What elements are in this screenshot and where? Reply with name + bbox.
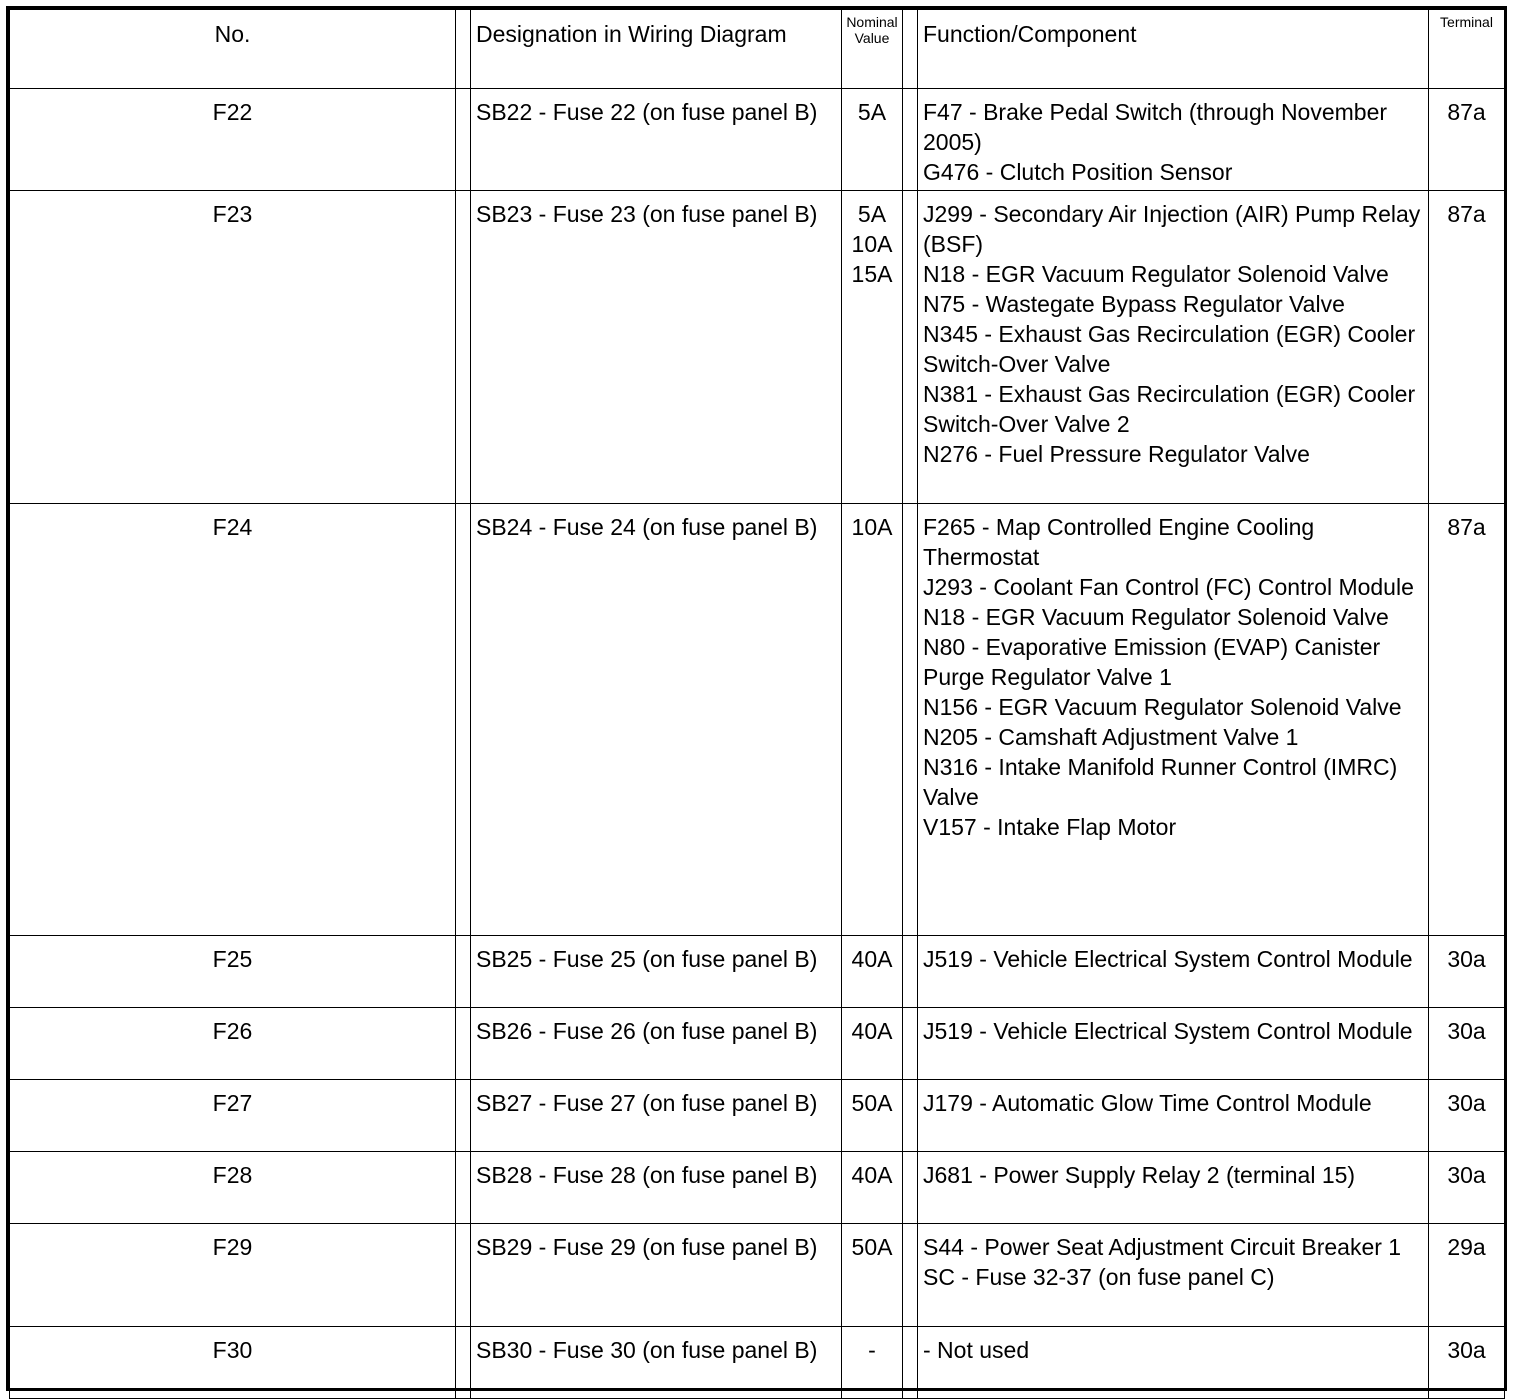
terminal-cell: 30a: [1429, 1008, 1505, 1080]
function-component: SC - Fuse 32-37 (on fuse panel C): [923, 1264, 1275, 1290]
fuse-number: F27: [10, 1080, 456, 1152]
row-marker: [903, 1008, 918, 1080]
nominal-value: 40A: [851, 1162, 893, 1188]
function-component: N205 - Camshaft Adjustment Valve 1: [923, 724, 1299, 750]
table-row: [10, 1008, 1505, 1080]
designation-cell: SB28 - Fuse 28 (on fuse panel B): [471, 1152, 842, 1224]
function-cell: [918, 1224, 1429, 1327]
table-row: [10, 1224, 1505, 1327]
row-marker: [903, 1080, 918, 1152]
designation-cell: SB29 - Fuse 29 (on fuse panel B): [471, 1224, 842, 1327]
nominal-value-cell: [842, 1008, 903, 1080]
fuse-table-sheet: [6, 6, 1507, 1391]
terminal-cell: 87a: [1429, 89, 1505, 191]
header-spacer: [903, 10, 918, 89]
nominal-value: 15A: [851, 261, 893, 287]
nominal-value-cell: [842, 504, 903, 936]
row-marker: [903, 936, 918, 1008]
row-marker: [456, 89, 471, 191]
header-row: [10, 10, 1505, 89]
function-component: N345 - Exhaust Gas Recirculation (EGR) Cooler Switch-Over Valve: [923, 321, 1416, 377]
row-marker: [903, 1152, 918, 1224]
nominal-value: 40A: [851, 1018, 893, 1044]
nominal-value: 5A: [857, 201, 887, 227]
function-component: J681 - Power Supply Relay 2 (terminal 15): [923, 1162, 1356, 1188]
designation-cell: SB30 - Fuse 30 (on fuse panel B): [471, 1327, 842, 1399]
function-cell: [918, 1152, 1429, 1224]
row-marker: [456, 1152, 471, 1224]
terminal-cell: 30a: [1429, 1152, 1505, 1224]
fuse-number: F22: [10, 89, 456, 191]
header-nominal-line-2: Value: [854, 30, 890, 46]
designation-cell: SB26 - Fuse 26 (on fuse panel B): [471, 1008, 842, 1080]
fuse-number: F29: [10, 1224, 456, 1327]
terminal-cell: 30a: [1429, 936, 1505, 1008]
header-no: No.: [10, 10, 456, 89]
designation-cell: SB27 - Fuse 27 (on fuse panel B): [471, 1080, 842, 1152]
function-component: G476 - Clutch Position Sensor: [923, 159, 1233, 185]
nominal-value-cell: [842, 1152, 903, 1224]
designation-cell: SB24 - Fuse 24 (on fuse panel B): [471, 504, 842, 936]
function-component: N18 - EGR Vacuum Regulator Solenoid Valve: [923, 604, 1389, 630]
fuse-number: F24: [10, 504, 456, 936]
fuse-number: F25: [10, 936, 456, 1008]
function-cell: [918, 191, 1429, 504]
function-component: F265 - Map Controlled Engine Cooling Thermostat: [923, 514, 1315, 570]
terminal-cell: 30a: [1429, 1080, 1505, 1152]
designation-cell: SB22 - Fuse 22 (on fuse panel B): [471, 89, 842, 191]
function-component: N156 - EGR Vacuum Regulator Solenoid Valve: [923, 694, 1402, 720]
fuse-number: F23: [10, 191, 456, 504]
function-component: J519 - Vehicle Electrical System Control Module: [923, 1018, 1413, 1044]
fuse-number: F28: [10, 1152, 456, 1224]
function-component: V157 - Intake Flap Motor: [923, 814, 1177, 840]
function-component: - Not used: [923, 1337, 1030, 1363]
function-component: N75 - Wastegate Bypass Regulator Valve: [923, 291, 1345, 317]
table-row: [10, 89, 1505, 191]
fuse-table: [9, 9, 1505, 1399]
function-component: S44 - Power Seat Adjustment Circuit Breaker 1: [923, 1234, 1402, 1260]
function-component: N80 - Evaporative Emission (EVAP) Canister Purge Regulator Valve 1: [923, 634, 1381, 690]
row-marker: [903, 1327, 918, 1399]
nominal-value-cell: [842, 1224, 903, 1327]
nominal-value: -: [868, 1337, 876, 1363]
table-row: [10, 1080, 1505, 1152]
header-designation: Designation in Wiring Diagram: [471, 10, 842, 89]
row-marker: [903, 504, 918, 936]
fuse-number: F30: [10, 1327, 456, 1399]
nominal-value: 40A: [851, 946, 893, 972]
table-row: [10, 1327, 1505, 1399]
header-terminal: Terminal: [1429, 10, 1505, 89]
row-marker: [903, 191, 918, 504]
nominal-value: 50A: [851, 1090, 893, 1116]
function-cell: [918, 89, 1429, 191]
function-cell: [918, 1327, 1429, 1399]
function-component: N276 - Fuel Pressure Regulator Valve: [923, 441, 1310, 467]
function-component: N381 - Exhaust Gas Recirculation (EGR) Cooler Switch-Over Valve 2: [923, 381, 1416, 437]
row-marker: [456, 191, 471, 504]
row-marker: [456, 1008, 471, 1080]
terminal-cell: 87a: [1429, 504, 1505, 936]
designation-cell: SB23 - Fuse 23 (on fuse panel B): [471, 191, 842, 504]
nominal-value: 10A: [851, 231, 893, 257]
designation-cell: SB25 - Fuse 25 (on fuse panel B): [471, 936, 842, 1008]
header-spacer: [456, 10, 471, 89]
row-marker: [456, 1327, 471, 1399]
table-row: [10, 504, 1505, 936]
table-row: [10, 1152, 1505, 1224]
nominal-value-cell: [842, 1080, 903, 1152]
function-cell: [918, 504, 1429, 936]
function-component: J299 - Secondary Air Injection (AIR) Pump Relay (BSF): [923, 201, 1421, 257]
function-cell: [918, 936, 1429, 1008]
row-marker: [903, 1224, 918, 1327]
terminal-cell: 87a: [1429, 191, 1505, 504]
function-component: N316 - Intake Manifold Runner Control (IMRC) Valve: [923, 754, 1398, 810]
row-marker: [903, 89, 918, 191]
function-component: F47 - Brake Pedal Switch (through November 2005): [923, 99, 1388, 155]
row-marker: [456, 504, 471, 936]
function-component: N18 - EGR Vacuum Regulator Solenoid Valve: [923, 261, 1389, 287]
header-function: Function/Component: [918, 10, 1429, 89]
function-cell: [918, 1008, 1429, 1080]
table-row: [10, 936, 1505, 1008]
nominal-value-cell: [842, 191, 903, 504]
function-component: J179 - Automatic Glow Time Control Module: [923, 1090, 1372, 1116]
terminal-cell: 29a: [1429, 1224, 1505, 1327]
fuse-number: F26: [10, 1008, 456, 1080]
row-marker: [456, 1224, 471, 1327]
nominal-value: 50A: [851, 1234, 893, 1260]
table-row: [10, 191, 1505, 504]
nominal-value: 5A: [857, 99, 887, 125]
function-component: J293 - Coolant Fan Control (FC) Control Module: [923, 574, 1414, 600]
nominal-value-cell: [842, 1327, 903, 1399]
function-cell: [918, 1080, 1429, 1152]
row-marker: [456, 936, 471, 1008]
nominal-value: 10A: [851, 514, 893, 540]
function-component: J519 - Vehicle Electrical System Control Module: [923, 946, 1413, 972]
header-nominal-line-1: Nominal: [846, 14, 898, 30]
nominal-value-cell: [842, 89, 903, 191]
nominal-value-cell: [842, 936, 903, 1008]
row-marker: [456, 1080, 471, 1152]
terminal-cell: 30a: [1429, 1327, 1505, 1399]
header-nominal-value: [842, 10, 903, 89]
